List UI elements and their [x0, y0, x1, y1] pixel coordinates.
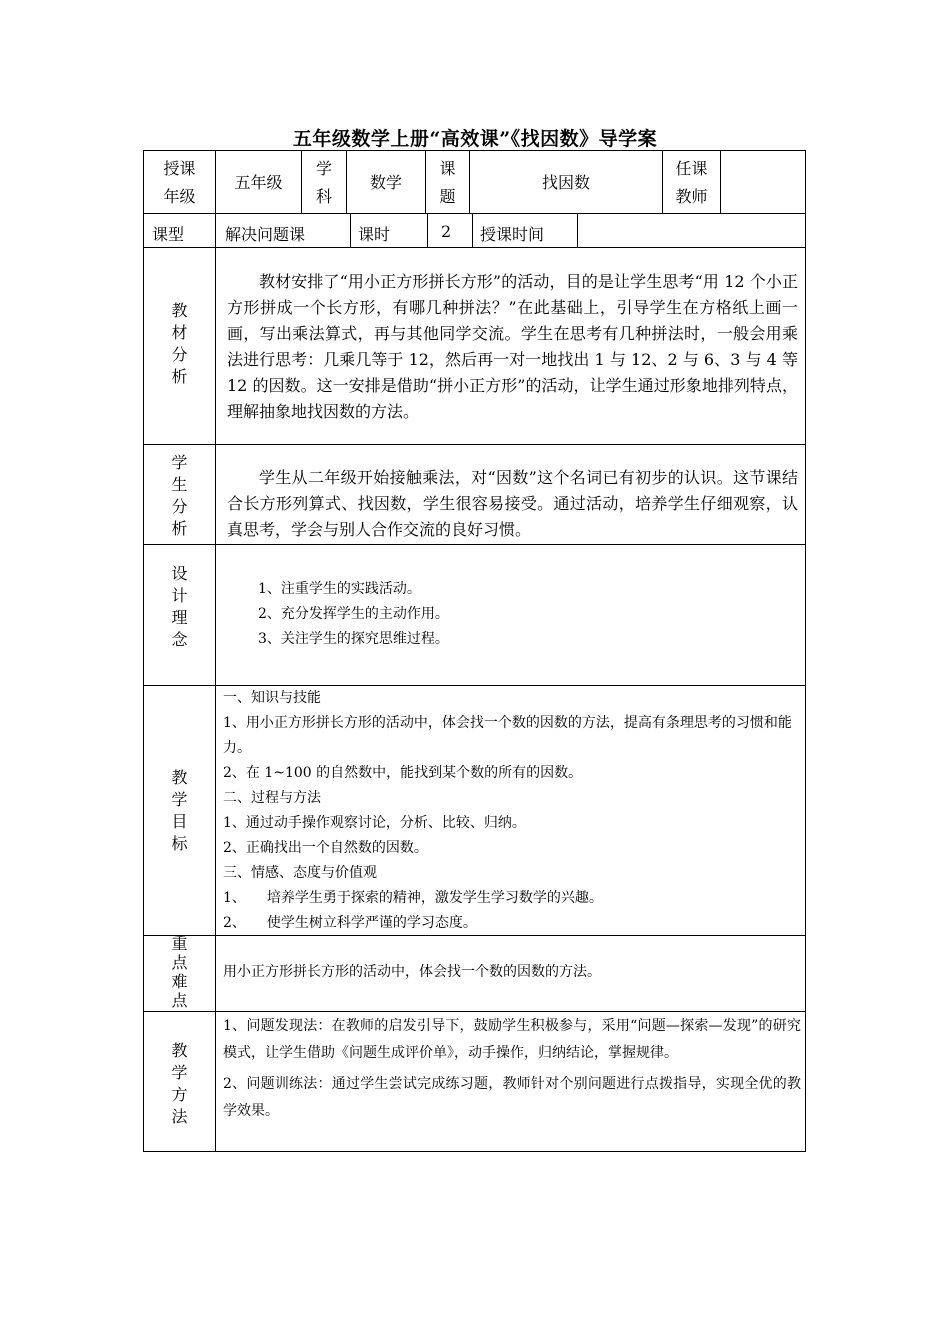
goal-item: 1、通过动手操作观察讨论，分析、比较、归纳。: [223, 815, 526, 831]
label-char: 点: [171, 953, 188, 972]
time-label: 授课时间: [480, 225, 545, 244]
row-divider: [143, 444, 806, 445]
label-char: 目: [171, 812, 188, 831]
col-divider: [350, 213, 351, 248]
teaching-goals-content: [223, 686, 799, 936]
teaching-methods-content: [223, 1013, 801, 1125]
label-char: 计: [171, 586, 188, 605]
teaching-methods-label: [144, 1040, 215, 1128]
student-analysis-label: [144, 452, 215, 540]
grade-label: [144, 155, 215, 211]
label-char: 设: [171, 564, 188, 583]
grade-label-line: 年级: [163, 187, 196, 206]
method-item: 1、问题发现法：在教师的启发引导下，鼓励学生积极参与，采用“问题—探索—发现”的研究模式，让学生借助《问题生成评价单》，动手操作，归纳结论，掌握规律。: [223, 1018, 801, 1061]
goal-item: 1、 培养学生勇于探索的精神，激发学生学习数学的兴趣。: [223, 890, 603, 906]
period-value: 2: [441, 222, 452, 241]
teacher-label: [663, 155, 720, 211]
col-divider: [472, 213, 473, 248]
table-border-bottom: [143, 1151, 806, 1152]
label-char: 材: [171, 323, 188, 342]
row-divider: [143, 544, 806, 545]
key-points-text: 用小正方形拼长方形的活动中，体会找一个数的因数的方法。: [223, 964, 601, 980]
table-border-right: [805, 150, 806, 1152]
design-concept-list: [258, 577, 788, 652]
col-divider: [577, 213, 578, 248]
design-concept-label: [144, 563, 215, 651]
goal-item: 2、正确找出一个自然数的因数。: [223, 840, 428, 856]
key-points-label: [144, 934, 215, 1010]
col-divider: [215, 213, 216, 248]
label-char: 念: [171, 630, 188, 649]
subject-label-line: 科: [315, 187, 332, 206]
col-divider: [215, 247, 216, 1152]
teacher-label-line: 教师: [675, 187, 708, 206]
label-char: 分: [171, 345, 188, 364]
teaching-goals-label: [144, 767, 215, 855]
label-char: 难: [171, 972, 188, 991]
student-analysis-text: 学生从二年级开始接触乘法，对“因数”这个名词已有初步的认识。这节课结合长方形列算式、找因数，学生很容易接受。通过活动，培养学生仔细观察，认真思考，学会与别人合作交流的良好习惯。: [227, 468, 798, 539]
goal-section-heading: 三、情感、态度与价值观: [223, 865, 377, 881]
row-divider: [143, 213, 806, 214]
topic-label: [426, 155, 469, 211]
col-divider: [427, 213, 428, 248]
label-char: 教: [171, 768, 188, 787]
label-char: 学: [171, 790, 188, 809]
row-divider: [143, 1011, 806, 1012]
goal-item: 2、在 1~100 的自然数中，能找到某个数的所有的因数。: [223, 765, 583, 781]
row-divider: [143, 247, 806, 248]
page-title: 五年级数学上册“高效课”《找因数》导学案: [292, 128, 658, 150]
topic-value: 找因数: [541, 173, 590, 192]
list-item: 1、注重学生的实践活动。: [258, 581, 421, 597]
label-char: 生: [171, 475, 188, 494]
type-value: 解决问题课: [225, 225, 306, 244]
label-char: 标: [171, 834, 188, 853]
goal-item: 2、 使学生树立科学严谨的学习态度。: [223, 915, 477, 931]
label-char: 点: [171, 991, 188, 1010]
subject-value: 数学: [369, 173, 402, 192]
topic-label-line: 课: [439, 159, 456, 178]
goal-section-heading: 二、过程与方法: [223, 790, 321, 806]
topic-label-line: 题: [439, 187, 456, 206]
label-char: 方: [171, 1085, 188, 1104]
grade-value: 五年级: [234, 173, 283, 192]
goal-item: 1、用小正方形拼长方形的活动中，体会找一个数的因数的方法，提高有条理思考的习惯和能力。: [223, 715, 792, 756]
subject-label: [302, 155, 346, 211]
textbook-analysis-label: [144, 300, 215, 388]
label-char: 法: [171, 1107, 188, 1126]
col-divider: [720, 150, 721, 214]
label-char: 理: [171, 608, 188, 627]
label-char: 教: [171, 301, 188, 320]
period-label: 课时: [358, 225, 391, 244]
label-char: 分: [171, 497, 188, 516]
label-char: 学: [171, 1063, 188, 1082]
teacher-label-line: 任课: [675, 159, 708, 178]
grade-label-line: 授课: [163, 159, 196, 178]
label-char: 析: [171, 519, 188, 538]
label-char: 教: [171, 1041, 188, 1060]
table-border-top: [143, 150, 806, 151]
method-item: 2、问题训练法：通过学生尝试完成练习题，教师针对个别问题进行点拨指导，实现全优的教学效果。: [223, 1076, 801, 1119]
list-item: 2、充分发挥学生的主动作用。: [258, 606, 449, 622]
label-char: 学: [171, 453, 188, 472]
goal-section-heading: 一、知识与技能: [223, 690, 321, 706]
label-char: 析: [171, 367, 188, 386]
subject-label-line: 学: [315, 159, 332, 178]
label-char: 重: [171, 934, 188, 953]
list-item: 3、关注学生的探究思维过程。: [258, 631, 449, 647]
textbook-analysis-text: 教材安排了“用小正方形拼长方形”的活动，目的是让学生思考“用 12 个小正方形拼成一个长方形，有哪几种拼法？”在此基础上，引导学生在方格纸上画一画，写出乘法算式，再与其他同学交流。学生在思考有几种拼法时，一般会用乘法进行思考：几乘几等于 12，然后再一对一地找出 1 与 12、2 与 6、3 与 4 等 12 的因数。这一安排是借助“拼小正方形”的活动，让学生通过形象地排列特点，理解抽象地找因数的方法。: [227, 272, 798, 421]
type-label: 课型: [152, 225, 185, 244]
